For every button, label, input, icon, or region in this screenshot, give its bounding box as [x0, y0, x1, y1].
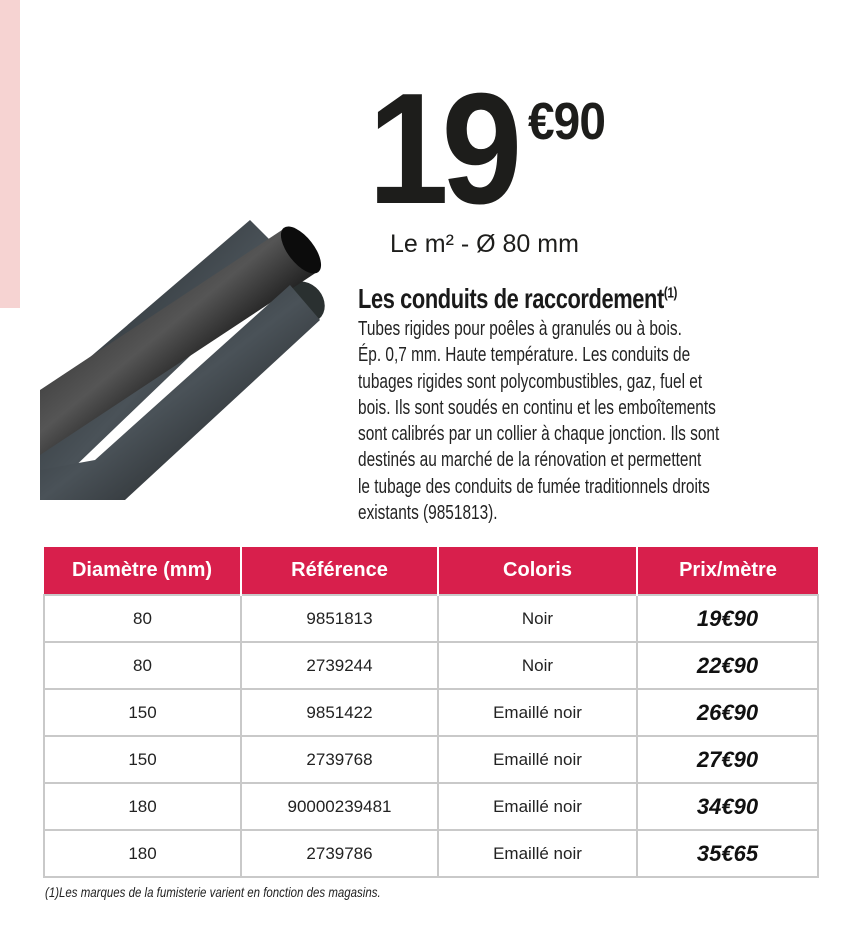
product-title	[358, 283, 677, 315]
price-unit: Le m² - Ø 80 mm	[390, 230, 579, 258]
cell-reference: 9851422	[241, 689, 438, 736]
header-reference: Référence	[241, 547, 438, 595]
description-line: existants (9851813).	[358, 502, 498, 525]
decorative-pink-strip	[0, 0, 20, 308]
cell-color: Noir	[438, 642, 637, 689]
table-row	[44, 736, 818, 783]
cell-price: 26€90	[637, 689, 818, 736]
table-row	[44, 642, 818, 689]
cell-reference: 9851813	[241, 595, 438, 642]
product-description	[358, 316, 758, 526]
cell-diameter: 80	[44, 595, 241, 642]
table-row	[44, 783, 818, 830]
cell-price: 27€90	[637, 736, 818, 783]
cell-diameter: 150	[44, 689, 241, 736]
header-price: Prix/mètre	[637, 547, 818, 595]
cell-price: 19€90	[637, 595, 818, 642]
description-line: destinés au marché de la rénovation et permettent	[358, 449, 702, 472]
cell-color: Emaillé noir	[438, 830, 637, 877]
cell-reference: 2739786	[241, 830, 438, 877]
table-row	[44, 830, 818, 877]
cell-reference: 90000239481	[241, 783, 438, 830]
title-text: Les conduits de raccordement	[358, 283, 664, 314]
cell-price: 35€65	[637, 830, 818, 877]
cell-reference: 2739768	[241, 736, 438, 783]
header-diameter: Diamètre (mm)	[44, 547, 241, 595]
table-row	[44, 595, 818, 642]
cell-color: Noir	[438, 595, 637, 642]
cell-price: 22€90	[637, 642, 818, 689]
description-line: Tubes rigides pour poêles à granulés ou à bois.	[358, 318, 682, 340]
cell-color: Emaillé noir	[438, 736, 637, 783]
cell-price: 34€90	[637, 783, 818, 830]
cell-diameter: 180	[44, 830, 241, 877]
cell-diameter: 80	[44, 642, 241, 689]
description-line: bois. Ils sont soudés en continu et les emboîtements	[358, 396, 716, 419]
cell-color: Emaillé noir	[438, 689, 637, 736]
price-table	[43, 547, 819, 878]
title-footnote-ref: (1)	[663, 284, 677, 302]
cell-color: Emaillé noir	[438, 783, 637, 830]
table-header-row	[44, 547, 818, 595]
price-decimal: €90	[528, 93, 606, 151]
description-line: sont calibrés par un collier à chaque jonction. Ils sont	[358, 423, 720, 446]
description-line: tubages rigides sont polycombustibles, gaz, fuel et	[358, 370, 703, 393]
cell-diameter: 180	[44, 783, 241, 830]
product-image-tubes	[35, 210, 335, 510]
description-line: Ép. 0,7 mm. Haute température. Les conduits de	[358, 344, 691, 367]
price-integer: 19	[368, 61, 515, 237]
cell-diameter: 150	[44, 736, 241, 783]
cell-reference: 2739244	[241, 642, 438, 689]
table-row	[44, 689, 818, 736]
footnote: (1)Les marques de la fumisterie varient en fonction des magasins.	[45, 884, 381, 900]
description-line: le tubage des conduits de fumée traditionnels droits	[358, 475, 710, 498]
header-color: Coloris	[438, 547, 637, 595]
